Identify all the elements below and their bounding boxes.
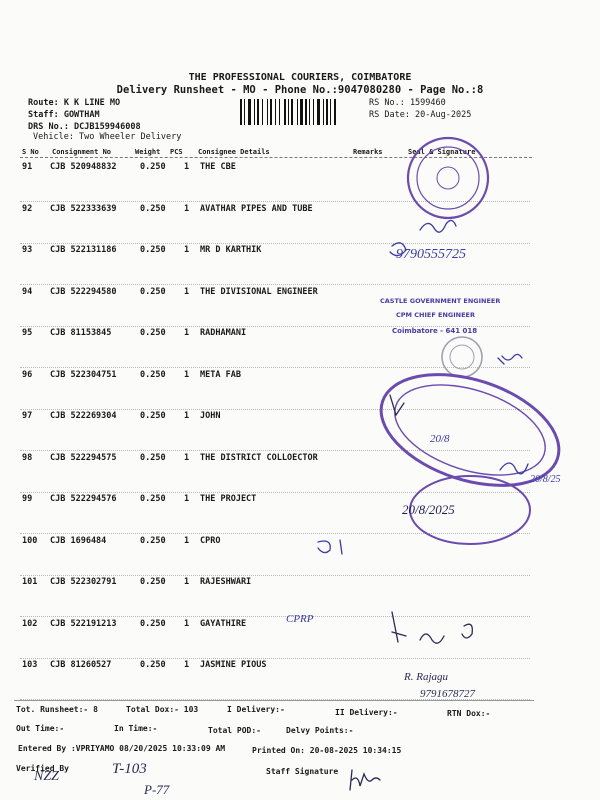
- row-consignee: THE DISTRICT COLLOECTOR: [200, 452, 318, 463]
- office-address-stamp: [380, 297, 500, 335]
- row-consignment-no: CJB 520948832: [50, 162, 117, 172]
- row-pcs: 1: [184, 618, 190, 629]
- col-sno: S No: [22, 148, 39, 156]
- row-consignee: JOHN: [200, 411, 221, 421]
- row-consignment-no: CJB 522302791: [50, 577, 117, 587]
- svg-text:9790555725: 9790555725: [396, 247, 466, 262]
- signature-scribble: [420, 220, 456, 232]
- row-sno: 103: [22, 660, 38, 670]
- round-seal-stamp: [408, 138, 488, 218]
- row-consignment-no: CJB 522333639: [50, 203, 117, 214]
- row-sno: 93: [22, 245, 33, 255]
- row-pcs: 1: [184, 328, 190, 338]
- row-sno: 96: [22, 369, 33, 380]
- total-pod: Total POD:-: [208, 726, 261, 735]
- svg-text:T-103: T-103: [112, 761, 147, 777]
- signature-scribble-2: [498, 354, 522, 364]
- row-sno: 99: [22, 494, 33, 504]
- row-consignee: META FAB: [200, 369, 241, 380]
- row-sno: 95: [22, 328, 33, 338]
- row-weight: 0.250: [140, 286, 166, 297]
- col-pcs: PCS: [170, 148, 183, 156]
- row-weight: 0.250: [140, 577, 166, 587]
- svg-text:20/8/2025: 20/8/2025: [402, 502, 455, 517]
- row-pcs: 1: [184, 203, 190, 214]
- staff-signature-scribble: [350, 770, 380, 790]
- row-consignee: THE PROJECT: [200, 494, 257, 504]
- row-consignee: RAJESHWARI: [200, 577, 252, 587]
- row-consignee: AVATHAR PIPES AND TUBE: [200, 203, 313, 214]
- svg-text:P-77: P-77: [144, 782, 170, 797]
- in-time: In Time:-: [114, 724, 158, 733]
- row-sno: 100: [22, 535, 38, 546]
- row-weight: 0.250: [140, 452, 166, 463]
- total-dox: Total Dox:- 103: [126, 705, 199, 714]
- company-title: THE PROFESSIONAL COURIERS, COIMBATORE: [188, 72, 412, 83]
- row-consignee: THE CBE: [200, 162, 236, 172]
- entered-by: Entered By :VPRIYAMO 08/20/2025 10:33:09 AM: [18, 744, 226, 753]
- row-weight: 0.250: [140, 660, 166, 670]
- rs-no-label: RS No.: 1599460: [369, 98, 446, 108]
- svg-text:NZZ: NZZ: [34, 769, 59, 784]
- verified-by: Verified By: [16, 764, 69, 773]
- row-pcs: 1: [184, 535, 190, 546]
- row-weight: 0.250: [140, 328, 166, 338]
- tot-runsheet: Tot. Runsheet:- 8: [16, 705, 98, 714]
- row-sno: 91: [22, 162, 33, 172]
- row-pcs: 1: [184, 162, 190, 172]
- row-pcs: 1: [184, 245, 190, 255]
- row-sno: 94: [22, 286, 33, 297]
- row-pcs: 1: [184, 494, 190, 504]
- svg-text:CPM CHIEF ENGINEER: CPM CHIEF ENGINEER: [396, 311, 475, 319]
- row-weight: 0.250: [140, 535, 166, 546]
- staff-signature-label: Staff Signature: [266, 767, 339, 776]
- row-pcs: 1: [184, 286, 190, 297]
- row-pcs: 1: [184, 577, 190, 587]
- row-consignment-no: CJB 522304751: [50, 369, 117, 380]
- row-pcs: 1: [184, 411, 190, 421]
- row-consignee: GAYATHIRE: [200, 618, 247, 629]
- handwritten-date-1: 20/8: [430, 433, 450, 445]
- row-sno: 97: [22, 411, 33, 421]
- rtn-dox: RTN Dox:-: [447, 709, 491, 718]
- row-consignment-no: CJB 522294576: [50, 494, 117, 504]
- out-time: Out Time:-: [16, 724, 65, 733]
- row-weight: 0.250: [140, 369, 166, 380]
- handwritten-cprp: CPRP: [286, 613, 314, 625]
- ii-delivery: II Delivery:-: [335, 708, 398, 717]
- handwritten-mobile: [390, 243, 466, 262]
- row-weight: 0.250: [140, 411, 166, 421]
- row-weight: 0.250: [140, 618, 166, 629]
- i-delivery: I Delivery:-: [227, 705, 285, 714]
- col-weight: Weight: [135, 148, 161, 156]
- svg-text:R. Rajagu: R. Rajagu: [404, 671, 448, 683]
- row-pcs: 1: [184, 452, 190, 463]
- row-consignment-no: CJB 522294580: [50, 286, 117, 297]
- col-consignee: Consignee Details: [198, 148, 270, 156]
- row-pcs: 1: [184, 660, 190, 670]
- row-sno: 92: [22, 203, 33, 214]
- row-consignment-no: CJB 1696484: [50, 535, 107, 546]
- row-consignee: JASMINE PIOUS: [200, 660, 267, 670]
- drs-label: DRS No.: DCJB159946008: [28, 122, 141, 132]
- svg-text:9791678727: 9791678727: [420, 688, 475, 700]
- row-pcs: 1: [184, 369, 190, 380]
- row-sno: 98: [22, 452, 33, 463]
- col-remarks: Remarks: [353, 148, 383, 156]
- row-consignee: MR D KARTHIK: [200, 245, 262, 255]
- signature-scribble-100: [318, 540, 342, 554]
- row-weight: 0.250: [140, 245, 166, 255]
- round-stamp-99: [402, 476, 530, 544]
- gear-stamp: [442, 337, 482, 377]
- svg-text:Coimbatore - 641 018: Coimbatore - 641 018: [392, 327, 478, 335]
- svg-text:CASTLE GOVERNMENT ENGINEER: CASTLE GOVERNMENT ENGINEER: [380, 297, 501, 305]
- vehicle-label: Vehicle: Two Wheeler Delivery: [33, 132, 182, 142]
- rs-date-label: RS Date: 20-Aug-2025: [369, 110, 472, 120]
- row-consignment-no: CJB 522294575: [50, 452, 117, 463]
- printed-on: Printed On: 20-08-2025 10:34:15: [252, 746, 402, 755]
- row-consignment-no: CJB 522131186: [50, 245, 117, 255]
- row-consignment-no: CJB 81153845: [50, 328, 112, 338]
- handwritten-receiver: [403, 671, 476, 700]
- handwritten-signature-102: [392, 612, 472, 643]
- staff-label: Staff: GOWTHAM: [28, 110, 100, 120]
- row-sno: 102: [22, 618, 38, 629]
- col-seal-signature: Seal & Signature: [408, 148, 476, 156]
- row-sno: 101: [22, 577, 38, 587]
- route-label: Route: K K LINE MO: [28, 98, 121, 108]
- row-weight: 0.250: [140, 162, 166, 172]
- row-consignment-no: CJB 522269304: [50, 411, 117, 421]
- row-weight: 0.250: [140, 203, 166, 214]
- runsheet-subtitle: Delivery Runsheet - MO - Phone No.:9047080280 - Page No.:8: [116, 84, 484, 96]
- delvy-points: Delvy Points:-: [286, 726, 354, 735]
- row-consignee: CPRO: [200, 535, 221, 546]
- svg-text:20/8/25: 20/8/25: [530, 474, 561, 485]
- row-consignee: RADHAMANI: [200, 328, 247, 338]
- col-consignment: Consignment No: [52, 148, 112, 156]
- row-consignee: THE DIVISIONAL ENGINEER: [200, 286, 318, 297]
- row-weight: 0.250: [140, 494, 166, 504]
- row-consignment-no: CJB 522191213: [50, 618, 117, 629]
- verified-by-handwriting: [33, 761, 170, 797]
- row-consignment-no: CJB 81260527: [50, 660, 112, 670]
